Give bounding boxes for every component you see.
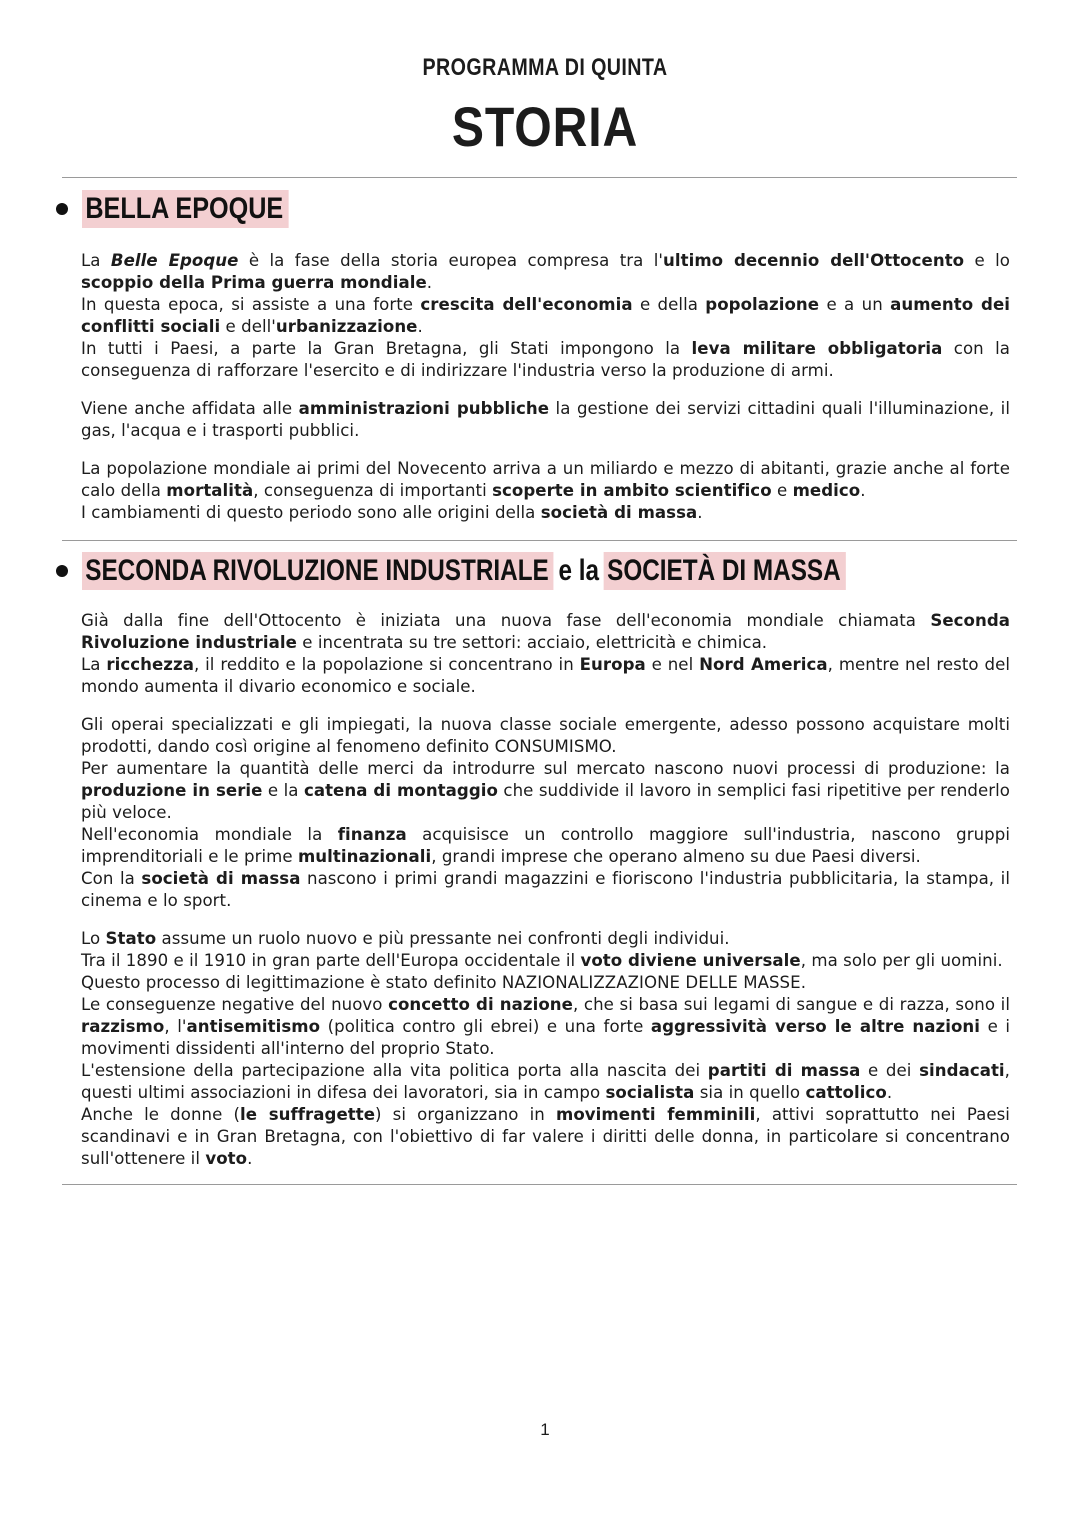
text-run: la gestione dei servizi cittadini quali l'illuminazione, il gas, l'acqua e i trasporti pubblici. [81,399,1010,440]
page-number: 1 [540,1420,550,1439]
text-run: e nel [645,655,700,674]
section-heading-bella-epoque [50,188,328,230]
paragraph [81,928,1010,1170]
emphasis-text: ultimo decennio dell'Ottocento [663,251,965,270]
emphasis-text: produzione in serie [81,781,263,800]
emphasis-text: finanza [337,825,407,844]
section-title: BELLA EPOQUE [82,190,288,228]
emphasis-text: scoperte in ambito scientifico [492,481,772,500]
text-run: Le conseguenze negative del nuovo [81,995,389,1014]
emphasis-text: le suffragette [240,1105,376,1124]
text-run: è la fase della storia europea compresa tra l' [238,251,664,270]
text-run: assume un ruolo nuovo e più pressante nei confronti degli individui. [156,929,730,948]
emphasis-text: Belle Epoque [110,251,239,270]
text-run: NAZIONALIZZAZIONE DELLE MASSE [501,973,801,992]
section-heading-seconda-rivoluzione [50,550,1025,592]
divider [62,540,1017,541]
text-run: CONSUMISMO [494,737,612,756]
text-run: Già dalla fine dell'Ottocento è iniziata una nuova fase dell'economia mondiale chiamata [81,611,931,630]
text-run: ) si organizzano in [375,1105,557,1124]
emphasis-text: società di massa [540,503,698,522]
text-run: In tutti i Paesi, a parte la Gran Bretagna, gli Stati impongono la [81,339,692,358]
text-run: La popolazione mondiale ai primi del Novecento arriva a un miliardo e mezzo di abitanti, grazie anche al forte calo della [81,459,1010,500]
text-run: . [247,1149,253,1168]
bullet-icon [56,565,68,577]
text-run: . [886,1083,893,1102]
emphasis-text: concetto di nazione [388,995,573,1014]
divider [62,1184,1017,1185]
text-run: , conseguenza di importanti [253,481,493,500]
text-run: . [697,503,703,522]
text-run: Gli operai specializzati e gli impiegati, la nuova classe sociale emergente, adesso possono acquistare molti prodotti, dando così origine al fenomeno definito [81,715,1010,756]
emphasis-text: cattolico [805,1083,887,1102]
section-title-part2: SOCIETÀ DI MASSA [604,552,846,590]
text-run: , ma solo per gli uomini. [800,951,1003,970]
emphasis-text: Stato [105,929,157,948]
section-title-part1: SECONDA RIVOLUZIONE INDUSTRIALE [82,552,554,590]
document-subtitle: PROGRAMMA DI QUINTA [422,54,668,81]
text-run: e i movimenti dissidenti all'interno del proprio Stato. [81,1017,1011,1058]
section-body-seconda-rivoluzione [81,610,1010,1186]
emphasis-text: scoppio della Prima guerra mondiale [81,273,427,292]
text-run: I cambiamenti di questo periodo sono alle origini della [81,503,541,522]
emphasis-text: Seconda Rivoluzione industriale [81,611,1010,652]
text-run: acquisisce un controllo maggiore sull'industria, nascono gruppi imprenditoriali e le prime [81,825,1010,866]
text-run: Con la [81,869,142,888]
emphasis-text: socialista [605,1083,695,1102]
emphasis-text: aumento dei conflitti sociali [81,295,1010,336]
text-run: Tra il 1890 e il 1910 in gran parte dell'Europa occidentale il [81,951,581,970]
paragraph [81,610,1010,698]
emphasis-text: società di massa [141,869,301,888]
emphasis-text: Europa [579,655,646,674]
emphasis-text: popolazione [705,295,820,314]
divider [62,177,1017,178]
text-run: e lo [964,251,1011,270]
text-run: (politica contro gli ebrei) e una forte [320,1017,651,1036]
text-run: che suddivide il lavoro in semplici fasi ripetitive per renderlo più veloce. [81,781,1010,822]
text-run: e dell' [220,317,276,336]
text-run: , mentre nel resto del mondo aumenta il divario economico e sociale. [81,655,1010,696]
emphasis-text: razzismo [81,1017,165,1036]
section-title-connector: e la [558,554,600,587]
text-run: , attivi soprattutto nei Paesi scandinavi e in Gran Bretagna, con l'obiettivo di far valere i diritti delle donna, in particolare si concentrano sull'ottenere il [81,1105,1010,1168]
text-run: . [860,481,866,500]
emphasis-text: mortalità [166,481,254,500]
text-run: Nell'economia mondiale la [81,825,338,844]
emphasis-text: voto diviene universale [580,951,801,970]
emphasis-text: urbanizzazione [275,317,418,336]
emphasis-text: crescita dell'economia [420,295,633,314]
emphasis-text: ricchezza [106,655,194,674]
emphasis-text: medico [792,481,861,500]
emphasis-text: antisemitismo [186,1017,321,1036]
text-run: Questo processo di legittimazione è stato definito [81,973,502,992]
bullet-icon [56,203,68,215]
emphasis-text: movimenti femminili [556,1105,756,1124]
text-run: Viene anche affidata alle [81,399,299,418]
text-run: e incentrata su tre settori: acciaio, elettricità e chimica. [296,633,768,652]
text-run: , grandi imprese che operano almeno su due Paesi diversi. [431,847,921,866]
text-run: Lo [81,929,106,948]
text-run: , il reddito e la popolazione si concentrano in [193,655,580,674]
emphasis-text: amministrazioni pubbliche [298,399,550,418]
emphasis-text: aggressività verso le altre nazioni [650,1017,981,1036]
text-run: con la conseguenza di rafforzare l'esercito e di indirizzare l'industria verso la produzione di armi. [81,339,1011,380]
text-run: e dei [860,1061,920,1080]
text-run: e [771,481,793,500]
text-run: . [426,273,433,292]
text-run: , che si basa sui legami di sangue e di razza, sono il [572,995,1010,1014]
emphasis-text: multinazionali [297,847,432,866]
text-run: , questi ultimi associazioni in difesa dei lavoratori, sia in campo [81,1061,1010,1102]
text-run: Anche le donne ( [81,1105,241,1124]
text-run: In questa epoca, si assiste a una forte [81,295,421,314]
text-run: La [81,251,111,270]
text-run: e della [632,295,706,314]
emphasis-text: partiti di massa [707,1061,861,1080]
text-run: sia in quello [694,1083,806,1102]
text-run: nascono i primi grandi magazzini e fioriscono l'industria pubblicitaria, la stampa, il cinema e lo sport. [81,869,1011,910]
paragraph [81,714,1010,912]
section-body-bella-epoque [81,250,1010,540]
paragraph [81,250,1010,382]
text-run: , l' [164,1017,187,1036]
document-title: STORIA [451,95,639,158]
text-run: La [81,655,107,674]
text-run: e a un [819,295,891,314]
emphasis-text: catena di montaggio [303,781,498,800]
emphasis-text: sindacati [919,1061,1005,1080]
emphasis-text: leva militare obbligatoria [691,339,943,358]
text-run: Per aumentare la quantità delle merci da introdurre sul mercato nascono nuovi processi di produzione: la [81,759,1010,778]
paragraph [81,458,1010,524]
text-run: . [800,973,807,992]
emphasis-text: Nord America [699,655,828,674]
paragraph [81,398,1010,442]
text-run: e la [262,781,304,800]
emphasis-text: voto [205,1149,248,1168]
text-run: L'estensione della partecipazione alla vita politica porta alla nascita dei [81,1061,708,1080]
text-run: . [417,317,423,336]
text-run: . [611,737,617,756]
